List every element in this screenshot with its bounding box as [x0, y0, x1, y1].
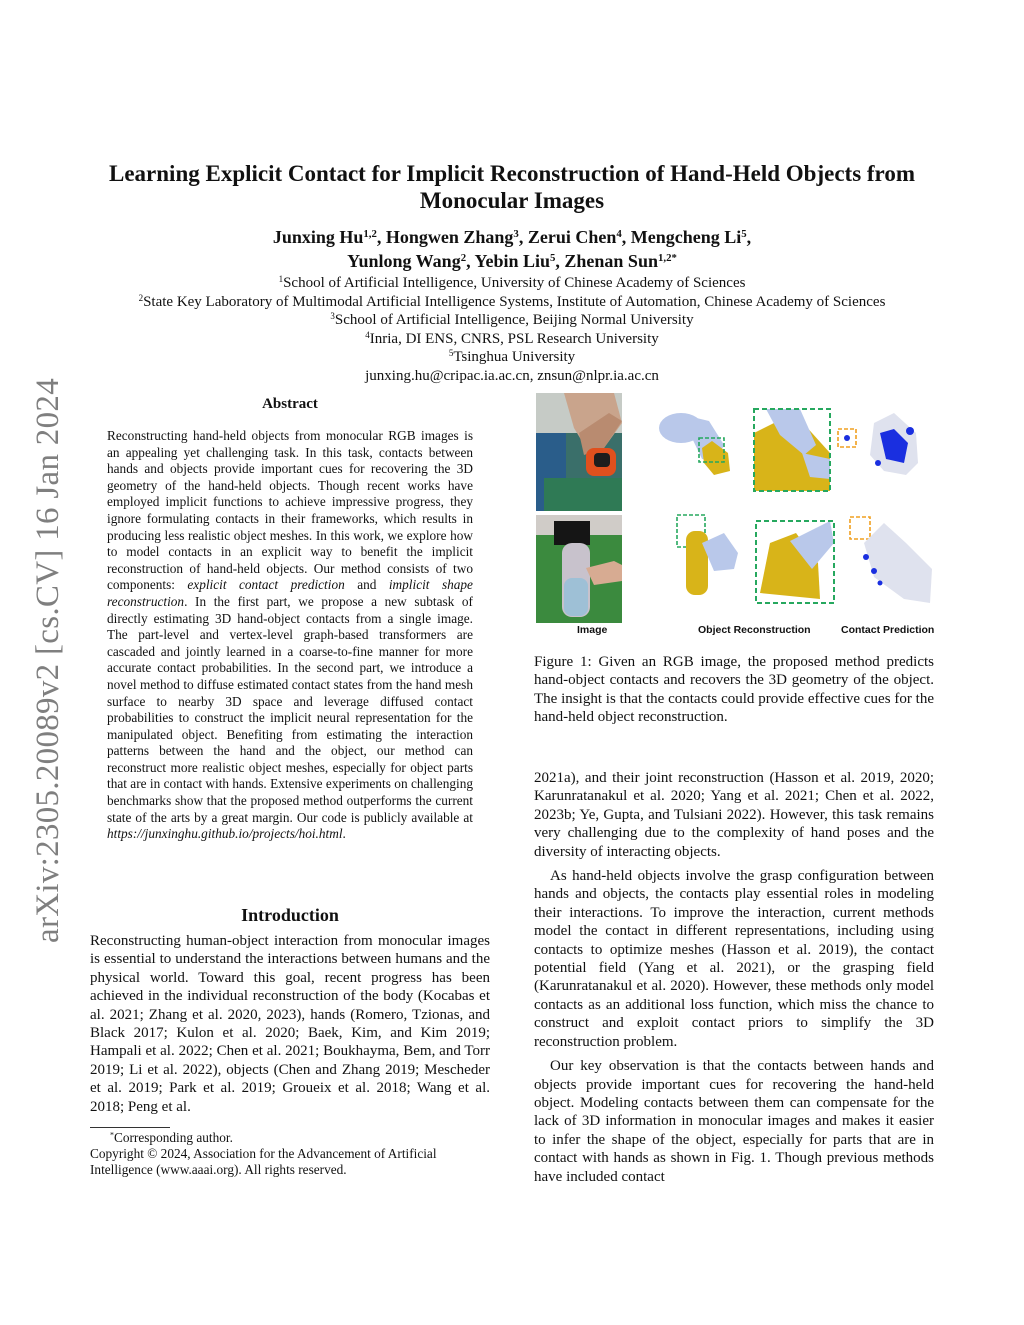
contact-pred-bottom — [850, 517, 932, 603]
author-name: Yebin Liu — [474, 251, 550, 271]
copyright-notice: Copyright © 2024, Association for the Advancement of Artificial Intelligence (www.aaai.org). All rights reserved. — [90, 1146, 437, 1177]
author-name: Zerui Chen — [527, 227, 617, 247]
introduction-heading: Introduction — [241, 905, 339, 925]
affiliations — [60, 274, 964, 385]
affiliation: $^4$Inria, DI ENS, CNRS, PSL Research University — [365, 329, 659, 347]
figure-1 — [534, 393, 934, 638]
figure-1-caption: Figure 1: Given an RGB image, the proposed method predicts hand-object contacts and recovers the 3D geometry of the object. The insight is that the contacts could provide effective cues for the hand-held object reconstruction. — [534, 654, 934, 726]
paragraph: As hand-held objects involve the grasp configuration between hands and objects, the contacts play essential roles in modeling their interactions. To improve the interaction, current methods model the contact in different representations, including using contacts to optimize meshes (Hasson et al. 2019), the contact potential field (Yang et al. 2021), or the grasping field (Karunratanakul et al. 2020). However, these methods only model contacts as an additional loss function, which miss the chance to construct and exploit contact priors to simplify the 3D reconstruction problem. — [534, 868, 934, 1050]
abstract-body: Reconstructing hand-held objects from monocular RGB images is an appealing yet challenging task. In this task, contacts between hands and objects provide important cues for recovering the 3D geometry of the hand-held objects. Though recent works have employed implicit functions to achieve impressive progress, they ignore formulating contacts in their frameworks, which results in producing less realistic object meshes. In this work, we explore how to model contacts in an explicit way to benefit the implicit reconstruction of hand-held objects. Our method consists of two components: explicit contact prediction and implicit shape reconstruction. In the first part, we propose a new subtask of directly estimating 3D hand-object contacts from a single image. The part-level and vertex-level graph-based transformers are cascaded and jointly learned in a coarse-to-fine manner for more accurate contact probabilities. In the second part, we introduce a novel method to diffuse estimated contact states from the hand mesh surface to nearby 3D space and leverage diffused contact probabilities to construct the implicit neural representation for the manipulated object. Benefiting from estimating the interaction patterns between the hand and the object, our method can reconstruct more realistic object meshes, especially for object parts that are in contact with hands. Extensive experiments on challenging benchmarks show that the proposed method outperforms the current state of the arts by a great margin. Our code is publicly available at https://junxinghu.github.io/projects/hoi.html. — [107, 428, 473, 842]
abstract-heading: Abstract — [262, 396, 318, 412]
affiliation: $^2$State Key Laboratory of Multimodal Artificial Intelligence Systems, Institute of Automation, Chinese Academy of Sciences — [138, 292, 886, 310]
footnote: *Corresponding author. Copyright © 2024, Association for the Advancement of Artificial Intelligence (www.aaai.org). All rights reserved. — [90, 1130, 490, 1178]
author-name: Zhenan Sun — [564, 251, 658, 271]
object-recon-bottom — [677, 515, 738, 595]
author-name: Junxing Hu — [272, 227, 364, 247]
right-column-body — [534, 769, 934, 1192]
input-photo-top — [536, 393, 622, 511]
author-name: Mengcheng Li — [630, 227, 742, 247]
author-emails: junxing.hu@cripac.ia.ac.cn, znsun@nlpr.ia.ac.cn — [365, 367, 659, 384]
affiliation: $^1$School of Artificial Intelligence, University of Chinese Academy of Sciences — [278, 274, 746, 291]
figure-label-image: Image — [577, 624, 608, 636]
contact-pred-top — [838, 413, 918, 475]
paragraph: 2021a), and their joint reconstruction (Hasson et al. 2019, 2020; Karunratanakul et al. 2020; Yang et al. 2021; Chen et al. 2022, 2023b; Ye, Gupta, and Tulsiani 2022). However, this task remains very challenging due to the complexity of hand poses and the diversity of interacting objects. — [534, 770, 934, 860]
arxiv-stamp: arXiv:2305.20089v2 [cs.CV] 16 Jan 2024 — [30, 377, 66, 943]
input-photo-bottom — [536, 515, 622, 623]
paper-title: Learning Explicit Contact for Implicit Reconstruction of Hand-Held Objects from Monocular Images — [109, 161, 915, 213]
figure-label-object: Object Reconstruction — [698, 624, 811, 636]
author-list: Junxing Hu$^{1,2}$, Hongwen Zhang$^3$, Zerui Chen$^4$, Mengcheng Li$^5$, Yunlong Wang$^2$, Yebin Liu$^5$, Zhenan Sun$^{1,2*}$ — [272, 227, 752, 271]
object-recon-zoom-bottom — [756, 521, 834, 603]
object-recon-top — [659, 413, 730, 475]
affiliation: $^5$Tsinghua University — [448, 348, 576, 365]
footnote-rule — [90, 1127, 170, 1128]
author-name: Hongwen Zhang — [385, 227, 514, 247]
author-name: Yunlong Wang — [347, 251, 461, 271]
affiliation: $^3$School of Artificial Intelligence, Beijing Normal University — [330, 311, 694, 328]
code-link[interactable]: https://junxinghu.github.io/projects/hoi.html — [107, 826, 343, 842]
figure-label-contact: Contact Prediction — [841, 624, 935, 636]
object-recon-zoom-top — [754, 409, 830, 491]
paragraph: Our key observation is that the contacts between hands and objects provide important cues for recovering the hand-held object. Modeling contacts between them can compensate for the lack of 3D information in monocular images and makes it easier to infer the shape of the object, especially for parts that are in contact with hands as shown in Fig. 1. Though previous methods have included contact — [534, 1058, 934, 1185]
introduction-body: Reconstructing human-object interaction from monocular images is essential to understand the interactions between humans and the physical world. Toward this goal, recent progress has been achieved in the individual reconstruction of the body (Kocabas et al. 2021; Zhang et al. 2020, 2023), hands (Romero, Tzionas, and Black 2017; Kulon et al. 2020; Baek, Kim, and Kim 2019; Hampali et al. 2022; Chen et al. 2021; Boukhayma, Bem, and Torr 2019; Li et al. 2022), objects (Chen and Zhang 2019; Mescheder et al. 2019; Park et al. 2019; Groueix et al. 2018; Wang et al. 2018; Peng et al. — [90, 933, 490, 1115]
